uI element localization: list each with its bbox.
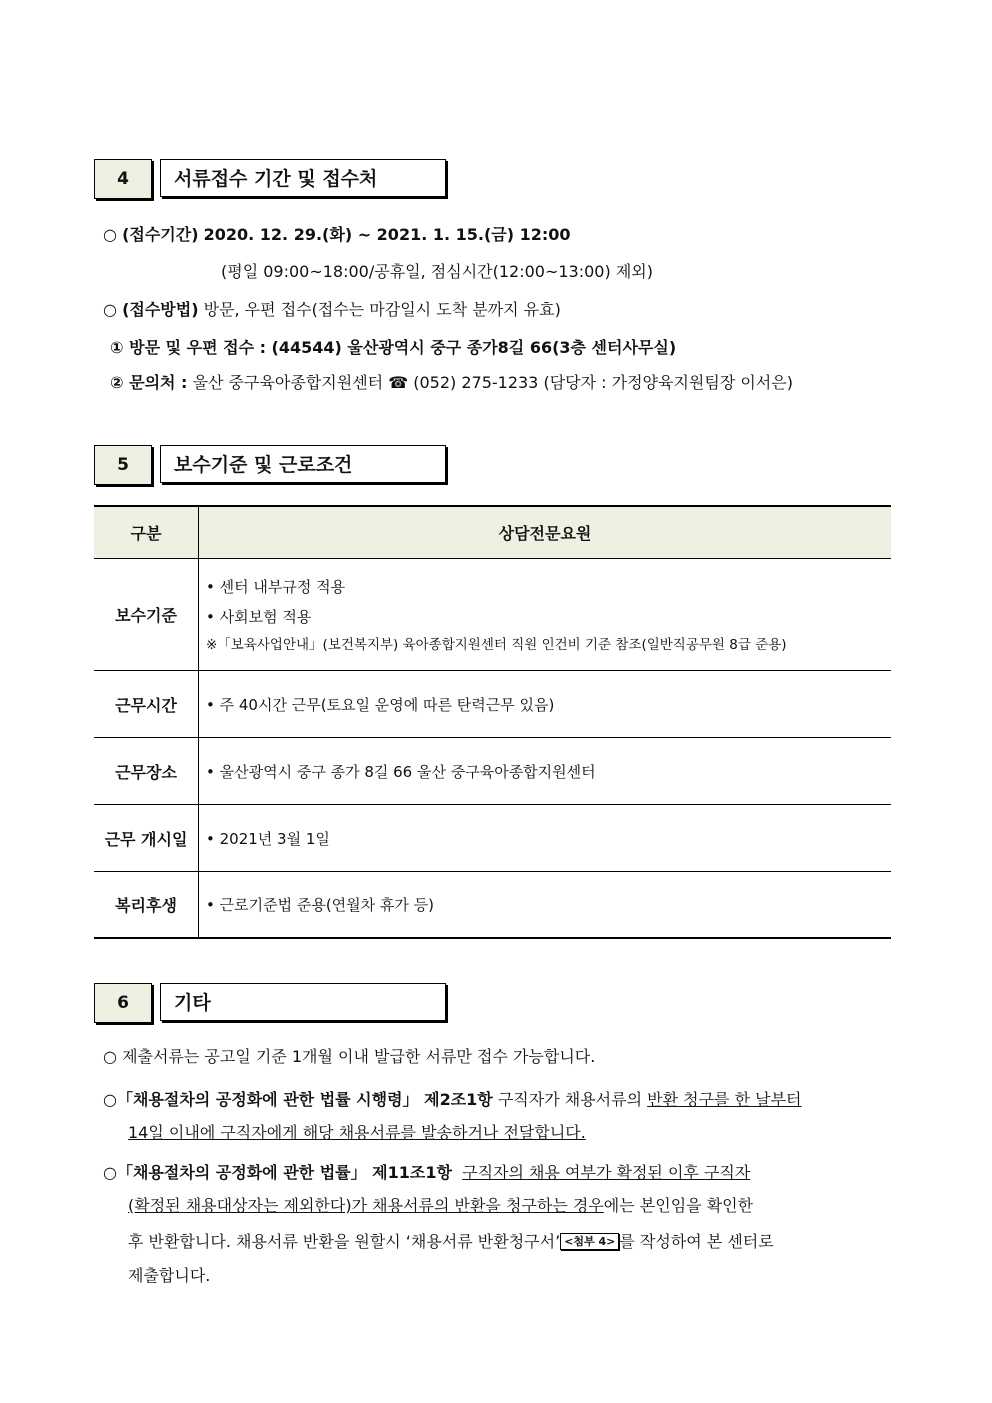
section-title: 서류접수 기간 및 접수처 [160,159,446,197]
underlined-text: 구직자의 채용 여부가 확정된 이후 구직자 [462,1163,751,1182]
visit-address: ① 방문 및 우편 접수 : (44544) 울산광역시 중구 종가8길 66(3층 센터사무실) [110,338,677,357]
row-value: • 울산광역시 중구 종가 8길 66 울산 중구육아종합지원센터 [199,738,892,805]
contact-value: 울산 중구육아종합지원센터 ☎ (052) 275-1233 (담당자 : 가정양육지원팀장 이서은) [192,373,793,392]
table-header-row [94,506,891,559]
law-reference: 「채용절차의 공정화에 관한 법률 시행령」 제2조1항 [116,1090,493,1109]
underlined-text: (확정된 채용대상자는 제외한다)가 채용서류의 반환을 청구하는 경우 [128,1196,604,1215]
work-conditions-table [94,505,891,939]
value-line: • 사회보험 적용 [206,607,312,626]
row-key: 근무 개시일 [94,805,199,872]
row-value: • 근로기준법 준용(연월차 휴가 등) [199,872,892,938]
header-position: 상담전문요원 [199,506,892,559]
value-line: • 센터 내부규정 적용 [206,577,346,596]
value-note: ※「보육사업안내」(보건복지부) 육아종합지원센터 직원 인건비 기준 참조(일반직공무원 8급 준용) [206,636,787,653]
row-key: 복리후생 [94,872,199,938]
notice-3 [103,1160,750,1183]
notice-3-line-3 [128,1229,774,1252]
table-row [94,872,891,938]
period-label: (접수기간) [122,225,199,244]
row-value: • 주 40시간 근무(토요일 운영에 따른 탄력근무 있음) [199,671,892,738]
bullet: ○ [103,300,117,319]
method-line [103,297,561,320]
period-value: 2020. 12. 29.(화) ~ 2021. 1. 15.(금) 12:00 [203,225,571,244]
row-key: 근무장소 [94,738,199,805]
notice-text: 를 작성하여 본 센터로 [619,1232,774,1251]
bullet: ○ [103,225,117,244]
contact-label: ② 문의처 : [110,373,188,392]
notice-3-line-4: 제출합니다. [128,1266,211,1285]
notice-2 [103,1087,802,1110]
notice-3-line-2 [128,1193,753,1216]
attachment-tag: <첨부 4> [560,1233,619,1250]
section-title: 보수기준 및 근로조건 [160,445,446,483]
period-line [103,222,571,245]
bullet: ○ [103,1163,117,1182]
underlined-text: 반환 청구를 한 날부터 [647,1090,802,1109]
notice-text: 에는 본인임을 확인한 [603,1196,754,1215]
table-row [94,559,891,671]
table-row [94,805,891,872]
row-value [199,559,892,671]
section-number: 6 [94,983,152,1023]
method-value: 방문, 우편 접수(접수는 마감일시 도착 분까지 유효) [203,300,561,319]
row-key: 보수기준 [94,559,199,671]
section-number: 5 [94,445,152,485]
row-value: • 2021년 3월 1일 [199,805,892,872]
section-title: 기타 [160,983,446,1021]
header-category: 구분 [94,506,199,559]
notice-text: 구직자가 채용서류의 [492,1090,648,1109]
contact-line [110,370,793,393]
method-label: (접수방법) [122,300,199,319]
law-reference: 「채용절차의 공정화에 관한 법률」 제11조1항 [116,1163,452,1182]
table-row [94,738,891,805]
period-note: (평일 09:00~18:00/공휴일, 점심시간(12:00~13:00) 제외) [221,262,653,281]
bullet: ○ [103,1090,117,1109]
row-key: 근무시간 [94,671,199,738]
underlined-text: 14일 이내에 구직자에게 해당 채용서류를 발송하거나 전달합니다. [128,1123,586,1142]
notice-text: 제출서류는 공고일 기준 1개월 이내 발급한 서류만 접수 가능합니다. [122,1047,596,1066]
notice-1 [103,1044,595,1067]
table-row [94,671,891,738]
notice-text: 후 반환합니다. 채용서류 반환을 원할시 ‘채용서류 반환청구서’ [128,1232,561,1251]
section-number: 4 [94,159,152,199]
bullet: ○ [103,1047,117,1066]
